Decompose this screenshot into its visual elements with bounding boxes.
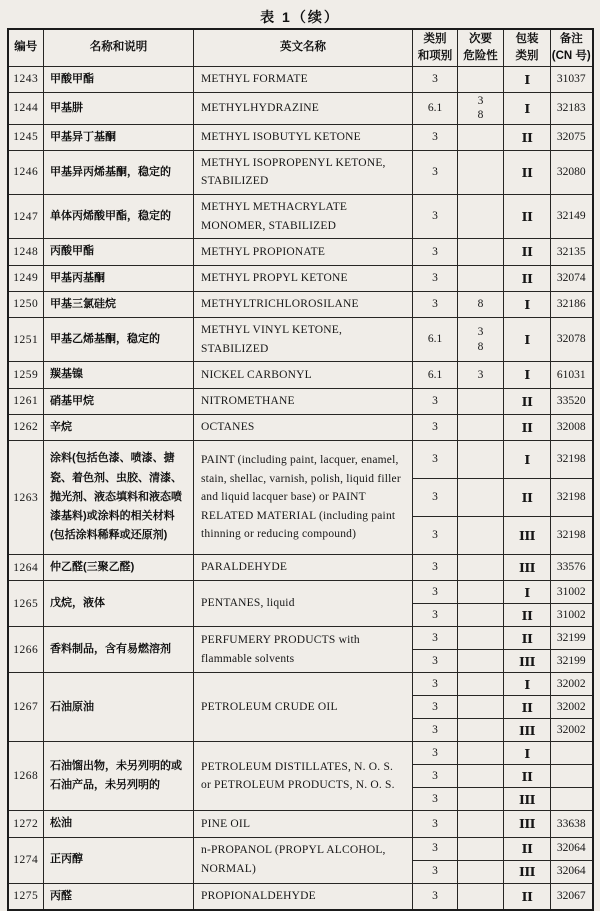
secondary-hazard-cell	[458, 124, 504, 150]
secondary-hazard-cell	[458, 388, 504, 414]
table-body	[8, 66, 593, 910]
packing-class-cell: II	[504, 388, 551, 414]
class-cell: 3	[413, 66, 458, 92]
table-row	[8, 627, 593, 650]
row-id-cell: 1244	[8, 92, 44, 124]
table-row	[8, 318, 593, 362]
cn-number-cell: 32080	[551, 150, 593, 194]
table-row	[8, 66, 593, 92]
secondary-hazard-cell	[458, 719, 504, 742]
class-cell: 3	[413, 788, 458, 811]
english-name-cell: METHYL PROPIONATE	[194, 239, 413, 265]
row-id-cell: 1266	[8, 627, 44, 673]
class-cell: 6.1	[413, 318, 458, 362]
class-cell: 3	[413, 414, 458, 440]
packing-class-cell: III	[504, 555, 551, 581]
packing-class-cell: II	[504, 604, 551, 627]
english-name-cell: METHYL VINYL KETONE, STABILIZED	[194, 318, 413, 362]
name-cell: 甲基三氯硅烷	[44, 291, 194, 317]
cn-number-cell: 33520	[551, 388, 593, 414]
row-id-cell: 1265	[8, 581, 44, 627]
table-row	[8, 414, 593, 440]
row-id-cell: 1268	[8, 742, 44, 811]
english-name-cell: OCTANES	[194, 414, 413, 440]
packing-class-cell: III	[504, 719, 551, 742]
class-cell: 3	[413, 765, 458, 788]
table-row	[8, 673, 593, 696]
english-name-cell: PETROLEUM CRUDE OIL	[194, 673, 413, 742]
cn-number-cell: 32075	[551, 124, 593, 150]
class-cell: 3	[413, 124, 458, 150]
english-name-cell: PROPIONALDEHYDE	[194, 883, 413, 910]
secondary-hazard-cell	[458, 414, 504, 440]
secondary-hazard-cell	[458, 581, 504, 604]
row-id-cell: 1250	[8, 291, 44, 317]
cn-number-cell: 32002	[551, 696, 593, 719]
english-name-cell: PERFUMERY PRODUCTS with flammable solvents	[194, 627, 413, 673]
name-cell: 甲基乙烯基酮，稳定的	[44, 318, 194, 362]
packing-class-cell: I	[504, 581, 551, 604]
cn-number-cell: 32186	[551, 291, 593, 317]
name-cell: 石油馏出物，未另列明的或石油产品，未另列明的	[44, 742, 194, 811]
page-title: 表 1（续）	[260, 9, 340, 25]
cn-number-cell: 31037	[551, 66, 593, 92]
table-row	[8, 124, 593, 150]
secondary-hazard-cell	[458, 66, 504, 92]
name-cell: 丙酸甲酯	[44, 239, 194, 265]
row-id-cell: 1275	[8, 883, 44, 910]
english-name-cell: NICKEL CARBONYL	[194, 362, 413, 388]
row-id-cell: 1249	[8, 265, 44, 291]
secondary-hazard-cell	[458, 150, 504, 194]
name-cell: 丙醛	[44, 883, 194, 910]
packing-class-cell: I	[504, 742, 551, 765]
table-row	[8, 239, 593, 265]
table-row	[8, 195, 593, 239]
cn-number-cell: 32064	[551, 860, 593, 883]
row-id-cell: 1264	[8, 555, 44, 581]
cn-number-cell: 32199	[551, 627, 593, 650]
class-cell: 3	[413, 517, 458, 555]
secondary-hazard-cell	[458, 239, 504, 265]
table-row	[8, 291, 593, 317]
packing-class-cell: II	[504, 765, 551, 788]
packing-class-cell: II	[504, 696, 551, 719]
secondary-hazard-cell	[458, 555, 504, 581]
name-cell: 石油原油	[44, 673, 194, 742]
class-cell: 3	[413, 581, 458, 604]
class-cell: 3	[413, 195, 458, 239]
class-cell: 3	[413, 696, 458, 719]
class-cell: 3	[413, 441, 458, 479]
secondary-hazard-cell	[458, 673, 504, 696]
table-row	[8, 150, 593, 194]
packing-class-cell: II	[504, 239, 551, 265]
row-id-cell: 1248	[8, 239, 44, 265]
cn-number-cell: 32008	[551, 414, 593, 440]
header-secondary-hazard: 次要 危险性	[458, 29, 504, 66]
header-remarks-cn: 备注 (CN 号)	[551, 29, 593, 66]
cn-number-cell: 32067	[551, 883, 593, 910]
table-row	[8, 362, 593, 388]
name-cell: 羰基镍	[44, 362, 194, 388]
packing-class-cell: II	[504, 124, 551, 150]
packing-class-cell: III	[504, 517, 551, 555]
class-cell: 3	[413, 673, 458, 696]
secondary-hazard-cell	[458, 650, 504, 673]
name-cell: 松油	[44, 811, 194, 837]
packing-class-cell: III	[504, 788, 551, 811]
cn-number-cell: 32198	[551, 441, 593, 479]
secondary-hazard-cell	[458, 811, 504, 837]
packing-class-cell: II	[504, 195, 551, 239]
packing-class-cell: I	[504, 673, 551, 696]
header-class-division: 类别 和项别	[413, 29, 458, 66]
packing-class-cell: I	[504, 441, 551, 479]
packing-class-cell: I	[504, 318, 551, 362]
cn-number-cell	[551, 742, 593, 765]
class-cell: 3	[413, 742, 458, 765]
packing-class-cell: II	[504, 883, 551, 910]
header-id: 编号	[8, 29, 44, 66]
cn-number-cell: 31002	[551, 604, 593, 627]
row-id-cell: 1246	[8, 150, 44, 194]
class-cell: 3	[413, 883, 458, 910]
english-name-cell: PAINT (including paint, lacquer, enamel, stain, shellac, varnish, polish, liquid filler and liquid lacquer base) or PAINT RELATED MATERIAL (including paint thinning or reducing compound)	[194, 441, 413, 555]
dangerous-goods-table	[7, 28, 594, 911]
class-cell: 3	[413, 719, 458, 742]
table-row	[8, 388, 593, 414]
row-id-cell: 1247	[8, 195, 44, 239]
name-cell: 仲乙醛(三聚乙醛)	[44, 555, 194, 581]
table-row	[8, 883, 593, 910]
name-cell: 香料制品，含有易燃溶剂	[44, 627, 194, 673]
english-name-cell: PENTANES, liquid	[194, 581, 413, 627]
class-cell: 3	[413, 837, 458, 860]
table-row	[8, 811, 593, 837]
class-cell: 3	[413, 388, 458, 414]
secondary-hazard-cell	[458, 517, 504, 555]
english-name-cell: METHYLTRICHLOROSILANE	[194, 291, 413, 317]
table-row	[8, 837, 593, 860]
secondary-hazard-cell: 8	[458, 291, 504, 317]
secondary-hazard-cell: 3 8	[458, 318, 504, 362]
name-cell: 戊烷，液体	[44, 581, 194, 627]
row-id-cell: 1274	[8, 837, 44, 883]
secondary-hazard-cell: 3 8	[458, 92, 504, 124]
packing-class-cell: I	[504, 362, 551, 388]
name-cell: 甲酸甲酯	[44, 66, 194, 92]
english-name-cell: METHYL METHACRYLATE MONOMER, STABILIZED	[194, 195, 413, 239]
cn-number-cell: 32002	[551, 719, 593, 742]
class-cell: 3	[413, 150, 458, 194]
header-name-description: 名称和说明	[44, 29, 194, 66]
packing-class-cell: III	[504, 860, 551, 883]
cn-number-cell: 61031	[551, 362, 593, 388]
row-id-cell: 1262	[8, 414, 44, 440]
name-cell: 硝基甲烷	[44, 388, 194, 414]
name-cell: 正丙醇	[44, 837, 194, 883]
english-name-cell: METHYL ISOBUTYL KETONE	[194, 124, 413, 150]
row-id-cell: 1267	[8, 673, 44, 742]
packing-class-cell: III	[504, 650, 551, 673]
row-id-cell: 1245	[8, 124, 44, 150]
packing-class-cell: III	[504, 811, 551, 837]
cn-number-cell: 32198	[551, 517, 593, 555]
secondary-hazard-cell	[458, 883, 504, 910]
english-name-cell: PINE OIL	[194, 811, 413, 837]
row-id-cell: 1272	[8, 811, 44, 837]
cn-number-cell: 32064	[551, 837, 593, 860]
cn-number-cell: 32199	[551, 650, 593, 673]
packing-class-cell: I	[504, 92, 551, 124]
packing-class-cell: II	[504, 414, 551, 440]
table-row	[8, 441, 593, 479]
table-row	[8, 555, 593, 581]
cn-number-cell: 32002	[551, 673, 593, 696]
cn-number-cell	[551, 765, 593, 788]
english-name-cell: PARALDEHYDE	[194, 555, 413, 581]
row-id-cell: 1263	[8, 441, 44, 555]
name-cell: 辛烷	[44, 414, 194, 440]
secondary-hazard-cell: 3	[458, 362, 504, 388]
class-cell: 3	[413, 627, 458, 650]
row-id-cell: 1259	[8, 362, 44, 388]
name-cell: 涂料(包括色漆、喷漆、搪瓷、着色剂、虫胶、清漆、抛光剂、液态填料和液态喷漆基料)或涂料的相关材料(包括涂料稀释或还原剂)	[44, 441, 194, 555]
class-cell: 3	[413, 811, 458, 837]
header-english-name: 英文名称	[194, 29, 413, 66]
class-cell: 3	[413, 291, 458, 317]
name-cell: 甲基异丁基酮	[44, 124, 194, 150]
table-row	[8, 742, 593, 765]
cn-number-cell: 32074	[551, 265, 593, 291]
secondary-hazard-cell	[458, 765, 504, 788]
secondary-hazard-cell	[458, 627, 504, 650]
cn-number-cell: 33576	[551, 555, 593, 581]
header-row	[8, 29, 593, 66]
cn-number-cell	[551, 788, 593, 811]
cn-number-cell: 32198	[551, 479, 593, 517]
secondary-hazard-cell	[458, 441, 504, 479]
row-id-cell: 1261	[8, 388, 44, 414]
english-name-cell: METHYL FORMATE	[194, 66, 413, 92]
class-cell: 3	[413, 650, 458, 673]
class-cell: 3	[413, 479, 458, 517]
secondary-hazard-cell	[458, 742, 504, 765]
secondary-hazard-cell	[458, 479, 504, 517]
packing-class-cell: II	[504, 479, 551, 517]
secondary-hazard-cell	[458, 604, 504, 627]
cn-number-cell: 32078	[551, 318, 593, 362]
packing-class-cell: I	[504, 291, 551, 317]
cn-number-cell: 32183	[551, 92, 593, 124]
packing-class-cell: II	[504, 150, 551, 194]
packing-class-cell: II	[504, 837, 551, 860]
row-id-cell: 1251	[8, 318, 44, 362]
packing-class-cell: II	[504, 265, 551, 291]
name-cell: 甲基异丙烯基酮，稳定的	[44, 150, 194, 194]
name-cell: 甲基丙基酮	[44, 265, 194, 291]
class-cell: 3	[413, 239, 458, 265]
table-row	[8, 92, 593, 124]
class-cell: 6.1	[413, 92, 458, 124]
cn-number-cell: 32149	[551, 195, 593, 239]
secondary-hazard-cell	[458, 195, 504, 239]
secondary-hazard-cell	[458, 788, 504, 811]
english-name-cell: n-PROPANOL (PROPYL ALCOHOL, NORMAL)	[194, 837, 413, 883]
cn-number-cell: 33638	[551, 811, 593, 837]
class-cell: 6.1	[413, 362, 458, 388]
secondary-hazard-cell	[458, 265, 504, 291]
secondary-hazard-cell	[458, 837, 504, 860]
table-row	[8, 265, 593, 291]
english-name-cell: METHYLHYDRAZINE	[194, 92, 413, 124]
class-cell: 3	[413, 604, 458, 627]
english-name-cell: METHYL PROPYL KETONE	[194, 265, 413, 291]
secondary-hazard-cell	[458, 860, 504, 883]
name-cell: 甲基肼	[44, 92, 194, 124]
packing-class-cell: I	[504, 66, 551, 92]
english-name-cell: NITROMETHANE	[194, 388, 413, 414]
secondary-hazard-cell	[458, 696, 504, 719]
row-id-cell: 1243	[8, 66, 44, 92]
cn-number-cell: 32135	[551, 239, 593, 265]
class-cell: 3	[413, 265, 458, 291]
table-row	[8, 581, 593, 604]
english-name-cell: METHYL ISOPROPENYL KETONE, STABILIZED	[194, 150, 413, 194]
table-header	[8, 29, 593, 66]
name-cell: 单体丙烯酸甲酯，稳定的	[44, 195, 194, 239]
class-cell: 3	[413, 555, 458, 581]
english-name-cell: PETROLEUM DISTILLATES, N. O. S. or PETROLEUM PRODUCTS, N. O. S.	[194, 742, 413, 811]
class-cell: 3	[413, 860, 458, 883]
header-packing-group: 包装 类别	[504, 29, 551, 66]
packing-class-cell: II	[504, 627, 551, 650]
cn-number-cell: 31002	[551, 581, 593, 604]
